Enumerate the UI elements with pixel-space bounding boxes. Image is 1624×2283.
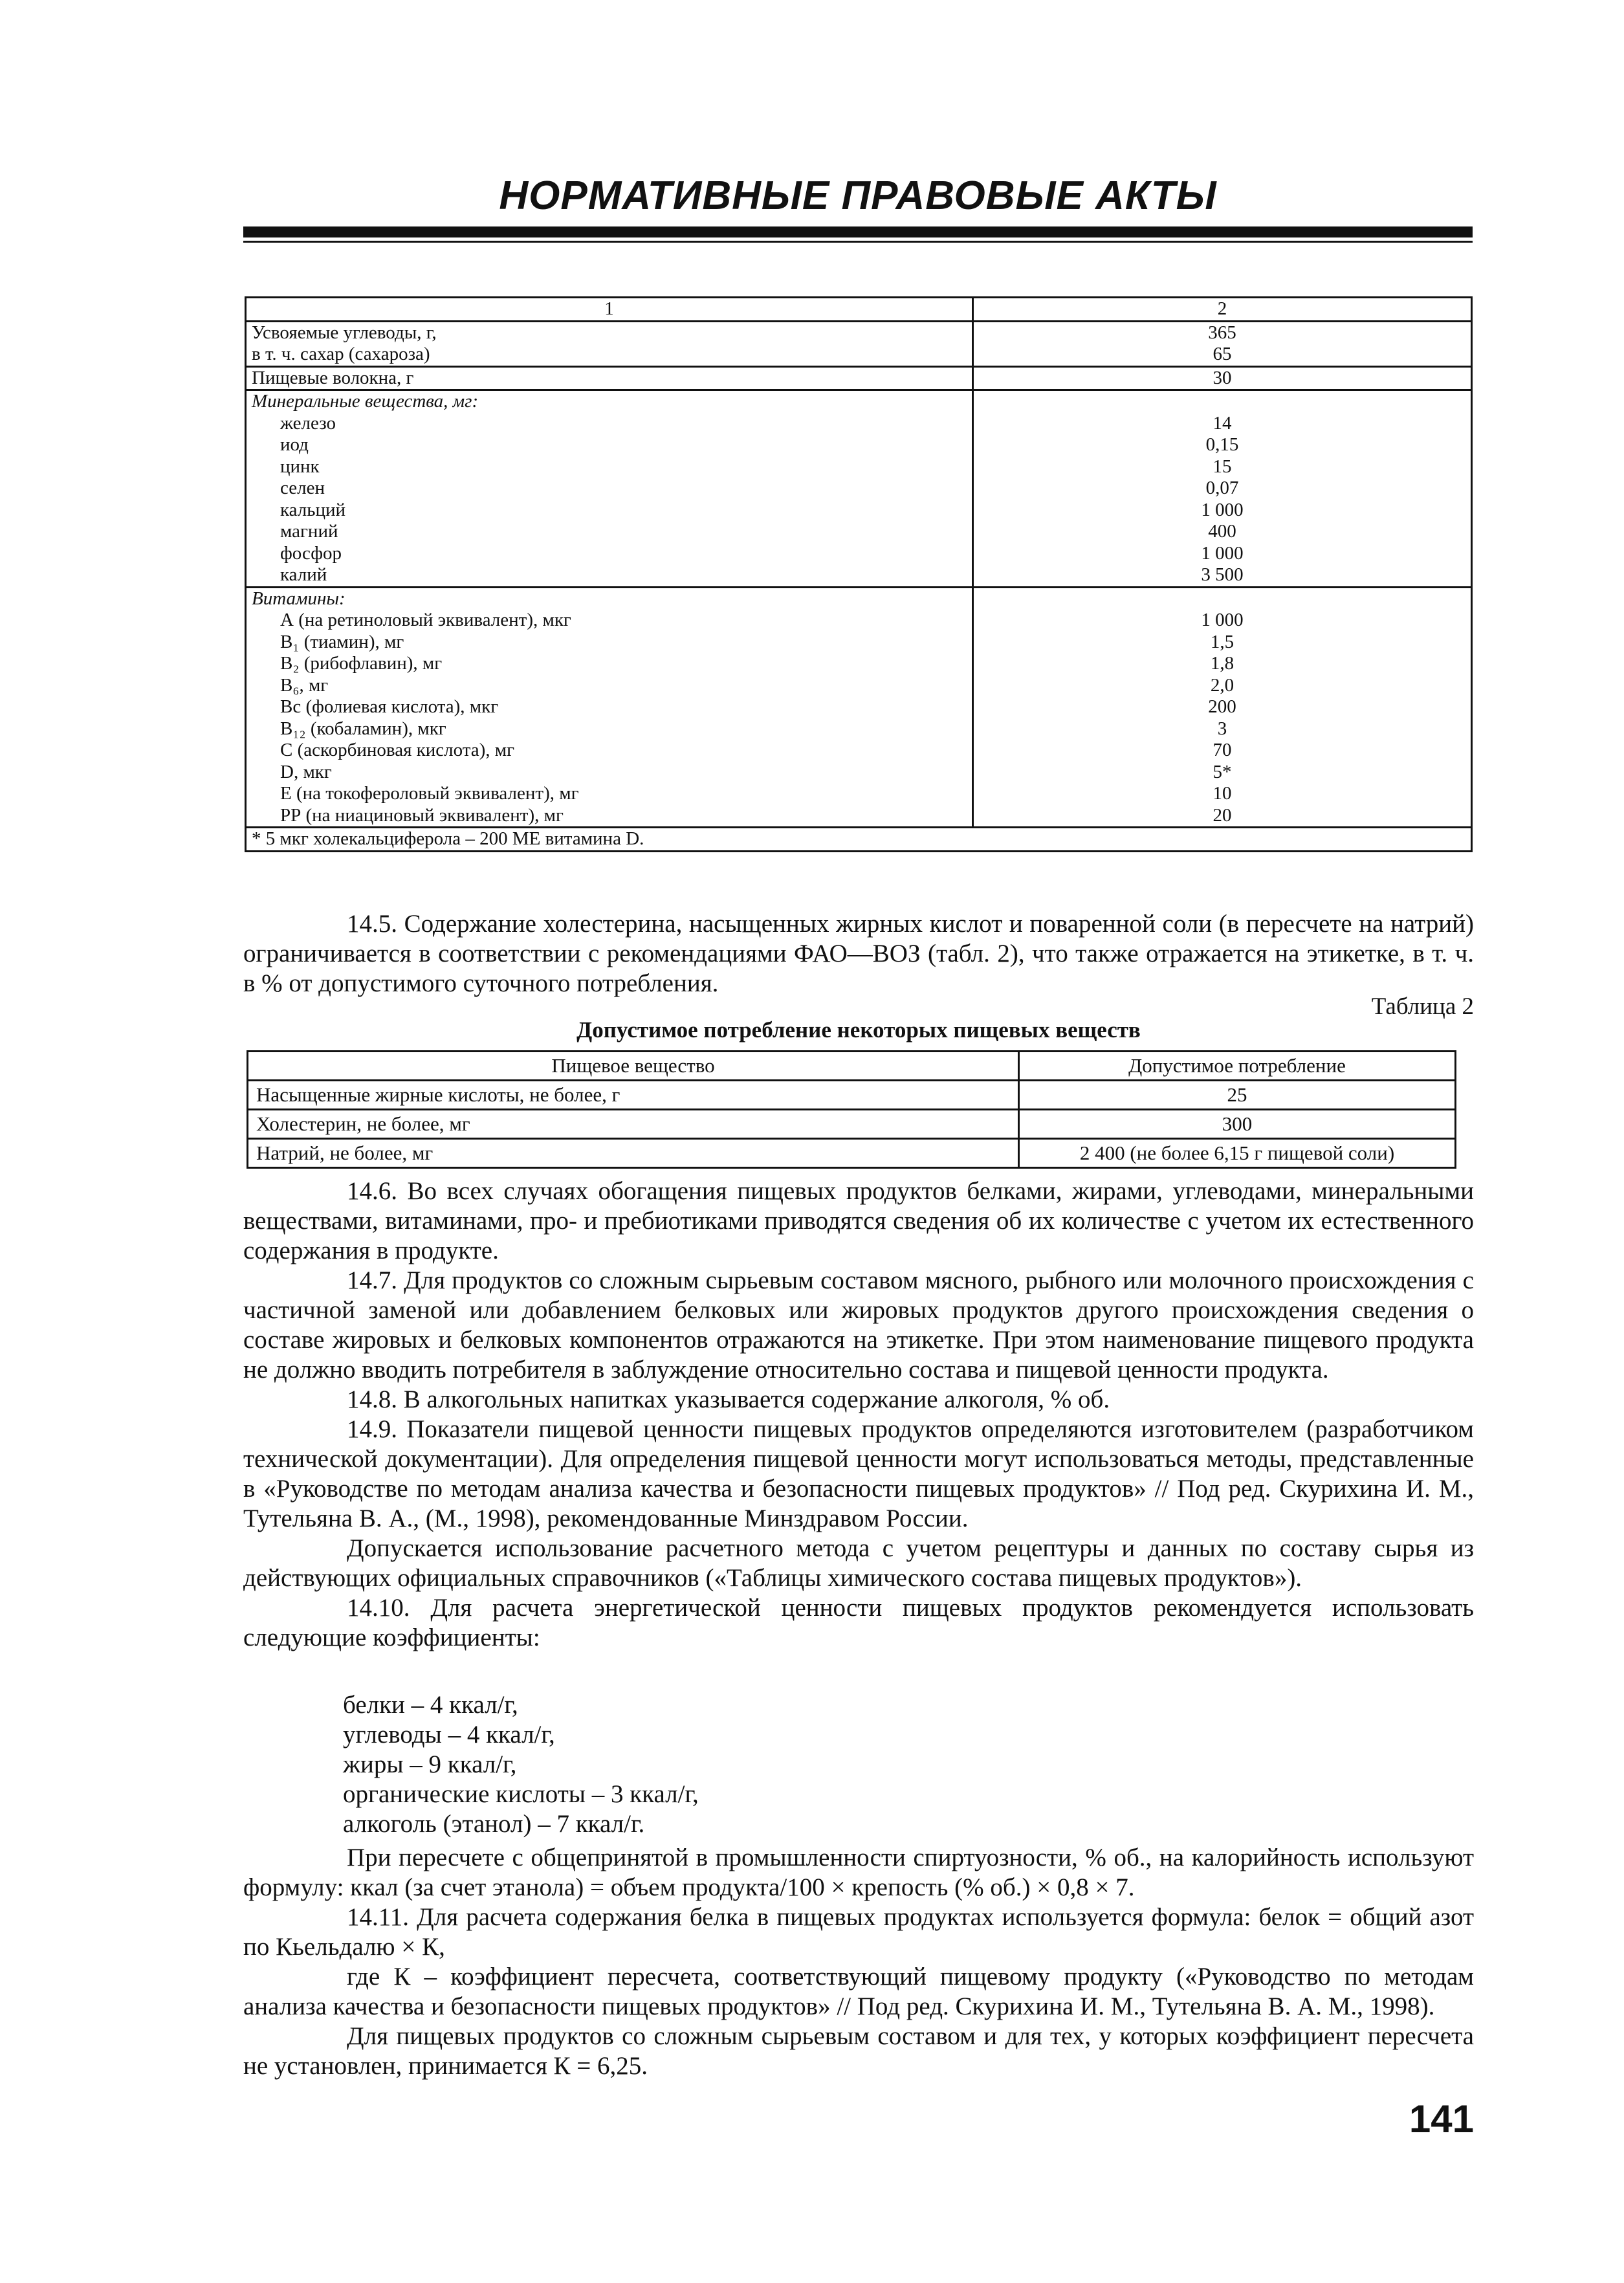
body-text-end: [243, 1843, 1474, 2081]
mineral-value: 1 000: [1201, 499, 1244, 520]
vitamin-value: 70: [1213, 740, 1232, 760]
list-item: жиры – 9 ккал/г,: [343, 1750, 517, 1778]
table-row-vitamins: [246, 587, 1472, 828]
table-header-col1: 1: [246, 298, 973, 322]
vitamin-value: 200: [1208, 696, 1236, 717]
mineral-name: магний: [280, 521, 338, 542]
table2-header-col2: Допустимое потребление: [1019, 1052, 1456, 1081]
table2-title: Допустимое потребление некоторых пищевых веществ: [576, 1017, 1141, 1042]
table-row-fiber: [246, 366, 1472, 390]
vitamin-value: 5*: [1213, 761, 1232, 782]
vitamin-value: 3: [1217, 718, 1227, 739]
substance-limit: 25: [1019, 1081, 1456, 1110]
mineral-value: 3 500: [1201, 564, 1244, 585]
mineral-value: 14: [1213, 412, 1232, 434]
allowed-intake-table: [247, 1050, 1456, 1169]
list-item: углеводы – 4 ккал/г,: [343, 1721, 555, 1748]
paragraph-14-5: 14.5. Содержание холестерина, насыщенных жирных кислот и поваренной соли (в пересчете на натрий) ограничивается в соответствии с рекомендациями ФАО—ВОЗ (табл. 2), что также отражается на этикетке, в т. ч. в % от допустимого суточного потребления.: [243, 910, 1474, 997]
table-footnote: * 5 мкг холекальциферола – 200 МЕ витамина D.: [246, 828, 1472, 852]
vitamin-name: С (аскорбиновая кислота), мг: [280, 740, 515, 760]
paragraph-allowed-method: Допускается использование расчетного метода с учетом рецептуры и данных по составу сырья из действующих официальных справочников («Таблицы химического состава пищевых продуктов»).: [243, 1534, 1474, 1592]
vitamin-value: 2,0: [1210, 674, 1234, 696]
mineral-name: фосфор: [280, 542, 342, 564]
header-rule-thick: [243, 226, 1473, 237]
substance-limit: 2 400 (не более 6,15 г пищевой соли): [1019, 1139, 1456, 1168]
mineral-name: калий: [280, 564, 327, 585]
vitamin-name: D, мкг: [280, 761, 332, 782]
substance-name: Насыщенные жирные кислоты, не более, г: [248, 1081, 1019, 1110]
table2-label: Таблица 2: [1371, 993, 1474, 1020]
mineral-name: кальций: [280, 499, 346, 520]
table-header-col2: 2: [973, 298, 1472, 322]
vitamin-value: 1 000: [1201, 610, 1244, 630]
running-header: НОРМАТИВНЫЕ ПРАВОВЫЕ АКТЫ: [499, 173, 1217, 218]
mineral-name: цинк: [280, 456, 320, 477]
table2-header-row: [248, 1052, 1456, 1081]
header-rule-thin: [243, 241, 1473, 243]
table-row: [248, 1081, 1456, 1110]
mineral-value: 0,15: [1205, 434, 1239, 455]
page-number: 141: [1409, 2097, 1474, 2141]
vitamin-name: РР (на ниациновый эквивалент), мг: [280, 804, 564, 826]
paragraph-14-10: 14.10. Для расчета энергетической ценности пищевых продуктов рекомендуется использовать следующие коэффициенты:: [243, 1594, 1474, 1651]
table-row: [248, 1110, 1456, 1139]
paragraph-14-9: 14.9. Показатели пищевой ценности пищевых продуктов определяются изготовителем (разработчиком технической документации). Для определения пищевой ценности могут использоваться методы, представленные в «Руководстве по методам анализа качества и безопасности пищевых продуктов» // Под ред. Скурихина И. М., Тутельяна В. А., (М., 1998), рекомендованные Минздравом России.: [243, 1415, 1474, 1532]
list-item: алкоголь (этанол) – 7 ккал/г.: [343, 1810, 645, 1838]
paragraph-recalc: При пересчете с общепринятой в промышленности спиртуозности, % об., на калорийность используют формулу: ккал (за счет этанола) = объем продукта/100 × крепость (% об.) × 0,8 × 7.: [243, 1844, 1474, 1901]
section-14-5: [243, 909, 1474, 998]
vitamin-name: B₁ (тиамин), мг: [280, 631, 404, 652]
vitamin-name: B₆, мг: [280, 674, 329, 696]
nutrient-norms-table: [245, 296, 1473, 852]
mineral-value: 0,07: [1205, 478, 1239, 498]
substance-name: Холестерин, не более, мг: [248, 1110, 1019, 1139]
sugar-value: 65: [1213, 344, 1232, 364]
paragraph-where-k: где К – коэффициент пересчета, соответствующий пищевому продукту («Руководство по методам анализа качества и безопасности пищевых продуктов» // Под ред. Скурихина И. М., Тутельяна В. А. М., 1998).: [243, 1963, 1474, 2020]
table-row-minerals: [246, 390, 1472, 588]
table-footnote-row: [246, 828, 1472, 852]
fiber-value: 30: [973, 366, 1472, 390]
paragraph-14-11: 14.11. Для расчета содержания белка в пищевых продуктах используется формула: белок = общий азот по Кьельдалю × К,: [243, 1903, 1474, 1961]
mineral-value: 1 000: [1201, 542, 1244, 564]
paragraph-complex: Для пищевых продуктов со сложным сырьевым составом и для тех, у которых коэффициент пересчета не установлен, принимается К = 6,25.: [243, 2022, 1474, 2080]
vitamin-name: B₁₂ (кобаламин), мкг: [280, 718, 446, 739]
mineral-name: селен: [280, 478, 325, 498]
table-row: [248, 1139, 1456, 1168]
table2-header-col1: Пищевое вещество: [248, 1052, 1019, 1081]
body-text-main: [243, 1176, 1474, 1653]
paragraph-14-6: 14.6. Во всех случаях обогащения пищевых продуктов белками, жирами, углеводами, минеральными веществами, витаминами, про- и пребиотиками приводятся сведения об их количестве с учетом их естественного содержания в продукте.: [243, 1177, 1474, 1264]
vitamin-value: 1,5: [1210, 631, 1234, 652]
minerals-title: Минеральные вещества, мг:: [252, 391, 479, 412]
vitamin-value: 20: [1213, 804, 1232, 826]
table-row-carbs: [246, 321, 1472, 366]
paragraph-14-7: 14.7. Для продуктов со сложным сырьевым составом мясного, рыбного или молочного происхождения с частичной заменой или добавлением белковых или жировых продуктов другого происхождения сведения о составе жировых и белковых компонентов отражаются на этикетке. При этом наименование пищевого продукта не должно вводить потребителя в заблуждение относительно состава и пищевой ценности продукта.: [243, 1266, 1474, 1384]
substance-name: Натрий, не более, мг: [248, 1139, 1019, 1168]
table-header-row: [246, 298, 1472, 322]
carbs-value: 365: [1208, 322, 1236, 343]
mineral-value: 400: [1208, 521, 1236, 542]
list-item: белки – 4 ккал/г,: [343, 1691, 518, 1719]
vitamin-value: 10: [1213, 783, 1232, 804]
energy-coefficients-list: [343, 1690, 699, 1839]
vitamin-value: 1,8: [1210, 653, 1234, 674]
vitamin-name: А (на ретиноловый эквивалент), мкг: [280, 610, 571, 630]
sugar-label: в т. ч. сахар (сахароза): [252, 344, 430, 364]
carbs-label: Усвояемые углеводы, г,: [252, 322, 437, 343]
mineral-name: иод: [280, 434, 309, 455]
vitamin-name: Е (на токофероловый эквивалент), мг: [280, 783, 579, 804]
mineral-name: железо: [280, 412, 336, 434]
list-item: органические кислоты – 3 ккал/г,: [343, 1780, 699, 1808]
vitamins-title: Витамины:: [252, 588, 346, 609]
vitamin-name: Вс (фолиевая кислота), мкг: [280, 696, 499, 717]
vitamin-name: B₂ (рибофлавин), мг: [280, 653, 443, 674]
paragraph-14-8: 14.8. В алкогольных напитках указывается содержание алкоголя, % об.: [347, 1385, 1110, 1413]
substance-limit: 300: [1019, 1110, 1456, 1139]
mineral-value: 15: [1213, 456, 1232, 477]
fiber-label: Пищевые волокна, г: [246, 366, 973, 390]
